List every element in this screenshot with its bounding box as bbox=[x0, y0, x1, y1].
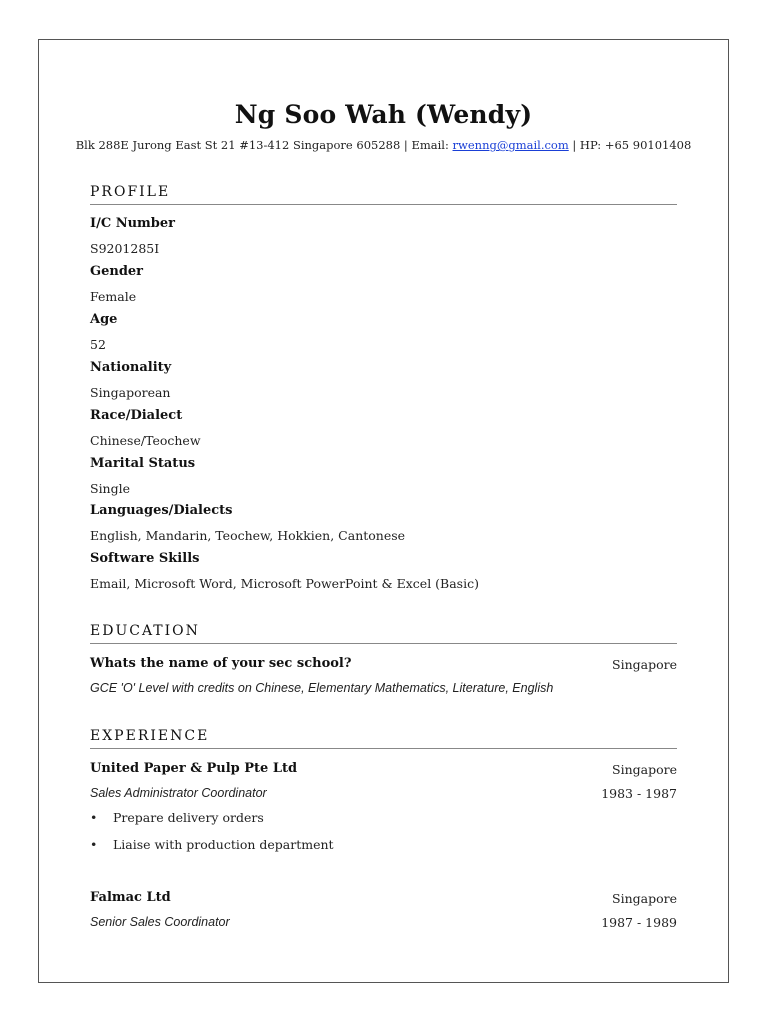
job-period: 1987 - 1989 bbox=[601, 915, 677, 930]
profile-value: Female bbox=[90, 289, 137, 304]
candidate-name: Ng Soo Wah (Wendy) bbox=[234, 100, 533, 129]
profile-label: Software Skills bbox=[90, 551, 200, 566]
address-text: Blk 288E Jurong East St 21 #13-412 Singapore 605288 | Email: bbox=[75, 138, 453, 152]
email-link[interactable]: rwenng@gmail.com bbox=[452, 138, 569, 152]
profile-value: Chinese/Teochew bbox=[90, 433, 201, 448]
profile-value: S9201285I bbox=[90, 241, 160, 256]
job-period: 1983 - 1987 bbox=[601, 786, 677, 801]
job-location: Singapore bbox=[612, 891, 677, 906]
duty-item bbox=[90, 810, 264, 825]
bullet-icon: • bbox=[90, 810, 98, 825]
profile-label: Nationality bbox=[90, 360, 172, 375]
profile-label: Race/Dialect bbox=[90, 408, 183, 423]
company-name: United Paper & Pulp Pte Ltd bbox=[90, 761, 298, 776]
qualification: GCE 'O' Level with credits on Chinese, Elementary Mathematics, Literature, English bbox=[90, 681, 554, 695]
phone-text: | HP: +65 90101408 bbox=[568, 138, 692, 152]
profile-value: Singaporean bbox=[90, 385, 171, 400]
profile-value: Single bbox=[90, 481, 131, 496]
school-name: Whats the name of your sec school? bbox=[90, 656, 352, 671]
profile-heading: PROFILE bbox=[90, 184, 677, 205]
profile-label: Languages/Dialects bbox=[90, 503, 233, 518]
job-role: Senior Sales Coordinator bbox=[90, 915, 230, 929]
profile-value: Email, Microsoft Word, Microsoft PowerPoint & Excel (Basic) bbox=[90, 576, 479, 591]
profile-value: 52 bbox=[90, 337, 106, 352]
profile-label: Marital Status bbox=[90, 456, 196, 471]
resume-page bbox=[38, 39, 729, 983]
contact-line bbox=[39, 138, 728, 152]
company-name: Falmac Ltd bbox=[90, 890, 171, 905]
duty-text: Liaise with production department bbox=[113, 837, 334, 852]
profile-value: English, Mandarin, Teochew, Hokkien, Cantonese bbox=[90, 528, 406, 543]
school-location: Singapore bbox=[612, 657, 677, 672]
duty-item bbox=[90, 837, 334, 852]
profile-label: I/C Number bbox=[90, 216, 176, 231]
job-location: Singapore bbox=[612, 762, 677, 777]
profile-label: Gender bbox=[90, 264, 144, 279]
duty-text: Prepare delivery orders bbox=[113, 810, 264, 825]
experience-heading: EXPERIENCE bbox=[90, 728, 677, 749]
job-role: Sales Administrator Coordinator bbox=[90, 786, 267, 800]
bullet-icon: • bbox=[90, 837, 98, 852]
profile-label: Age bbox=[90, 312, 118, 327]
education-heading: EDUCATION bbox=[90, 623, 677, 644]
